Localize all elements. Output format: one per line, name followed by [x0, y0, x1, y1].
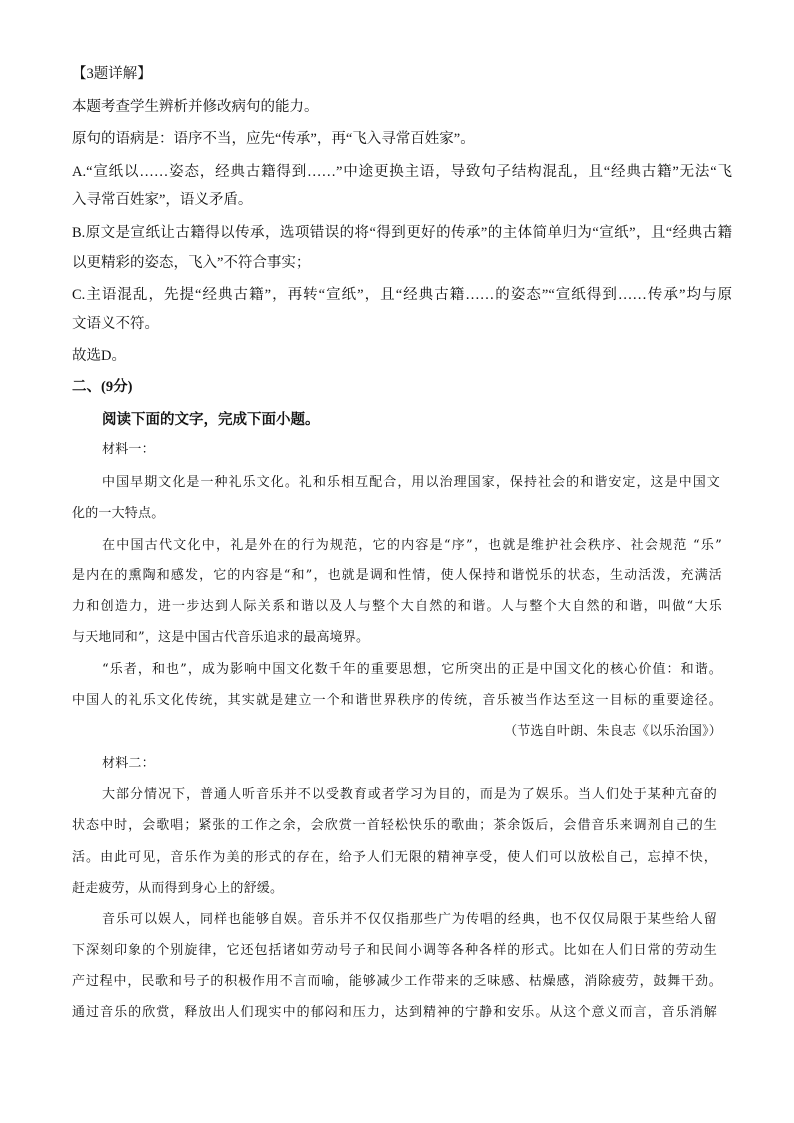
section-instruction: 阅读下面的文字，完成下面小题。 [102, 412, 320, 428]
material2-paragraph: 状态中时，会歌唱；紧张的工作之余，会欣赏一首轻松快乐的歌曲；茶余饭后，会借音乐来调剂自己的生 [72, 818, 717, 833]
material1-paragraph: 力和创造力，进一步达到人际关系和谐以及人与整个大自然的和谐。人与整个大自然的和谐，叫做“大乐 [72, 599, 722, 614]
answer-intro: 本题考查学生辨析并修改病句的能力。 [72, 99, 319, 115]
material1-source: （节选自叶朗、朱良志《以乐治国》） [504, 724, 722, 739]
answer-heading: 【3题详解】 [72, 66, 152, 82]
section-title: 二、(9分) [72, 379, 133, 395]
material2-label: 材料二： [102, 756, 155, 771]
material2-paragraph: 活。由此可见，音乐作为美的形式的存在，给予人们无限的精神享受，使人们可以放松自己，忘掉不快， [72, 850, 717, 865]
answer-original: 原句的语病是：语序不当，应先“传承”，再“飞入寻常百姓家”。 [72, 131, 475, 147]
answer-option-c-line2: 文语义不符。 [72, 316, 159, 332]
material1-paragraph: 中国人的礼乐文化传统，其实就是建立一个和谐世界秩序的传统，音乐被当作达至这一目标的重要途径。 [72, 693, 722, 708]
answer-option-a-line2: 入寻常百姓家”，语义矛盾。 [72, 192, 253, 208]
material2-paragraph: 赶走疲劳，从而得到身心上的舒缓。 [72, 881, 284, 896]
answer-option-b-line2: 以更精彩的姿态，飞入”不符合事实； [72, 255, 311, 271]
material1-label: 材料一： [102, 442, 155, 457]
answer-option-a-line1: A.“宣纸以……姿态，经典古籍得到……”中途更换主语，导致句子结构混乱，且“经典古籍”无法“飞 [72, 164, 732, 180]
material2-paragraph: 通过音乐的欣赏，释放出人们现实中的郁闷和压力，达到精神的宁静和安乐。从这个意义而言，音乐消解 [72, 1005, 717, 1020]
material1-paragraph: 中国早期文化是一种礼乐文化。礼和乐相互配合，用以治理国家，保持社会的和谐安定，这是中国文 [102, 475, 720, 490]
material1-paragraph: 化的一大特点。 [72, 506, 165, 521]
answer-conclusion: 故选D。 [72, 348, 126, 364]
material2-paragraph: 音乐可以娱人，同样也能够自娱。音乐并不仅仅指那些广为传唱的经典，也不仅仅局限于某些给人留 [102, 912, 717, 927]
material2-paragraph: 产过程中，民歌和号子的积极作用不言而喻，能够减少工作带来的乏味感、枯燥感，消除疲劳，鼓舞干劲。 [72, 974, 722, 989]
material2-paragraph: 下深刻印象的个别旋律，它还包括诸如劳动号子和民间小调等各种各样的形式。比如在人们日常的劳动生 [72, 943, 717, 958]
material1-paragraph: 与天地同和”，这是中国古代音乐追求的最高境界。 [72, 630, 370, 645]
material2-paragraph: 大部分情况下，普通人听音乐并不以受教育或者学习为目的，而是为了娱乐。当人们处于某种亢奋的 [102, 787, 717, 802]
material1-paragraph: 在中国古代文化中，礼是外在的行为规范，它的内容是“序”，也就是维护社会秩序、社会规范 “乐” [102, 538, 722, 553]
answer-option-c-line1: C.主语混乱，先提“经典古籍”，再转“宣纸”，且“经典古籍……的姿态”“宣纸得到……传承”均与原 [72, 287, 732, 303]
material1-paragraph: 是内在的熏陶和感发，它的内容是“和”，也就是调和性情，使人保持和谐悦乐的状态，生动活泼，充满活 [72, 568, 722, 583]
answer-option-b-line1: B.原文是宣纸让古籍得以传承，选项错误的将“得到更好的传承”的主体简单归为“宣纸”，且“经典古籍 [72, 225, 732, 241]
material1-paragraph: “乐者，和也”，成为影响中国文化数千年的重要思想，它所突出的正是中国文化的核心价值：和谐。 [102, 662, 722, 677]
